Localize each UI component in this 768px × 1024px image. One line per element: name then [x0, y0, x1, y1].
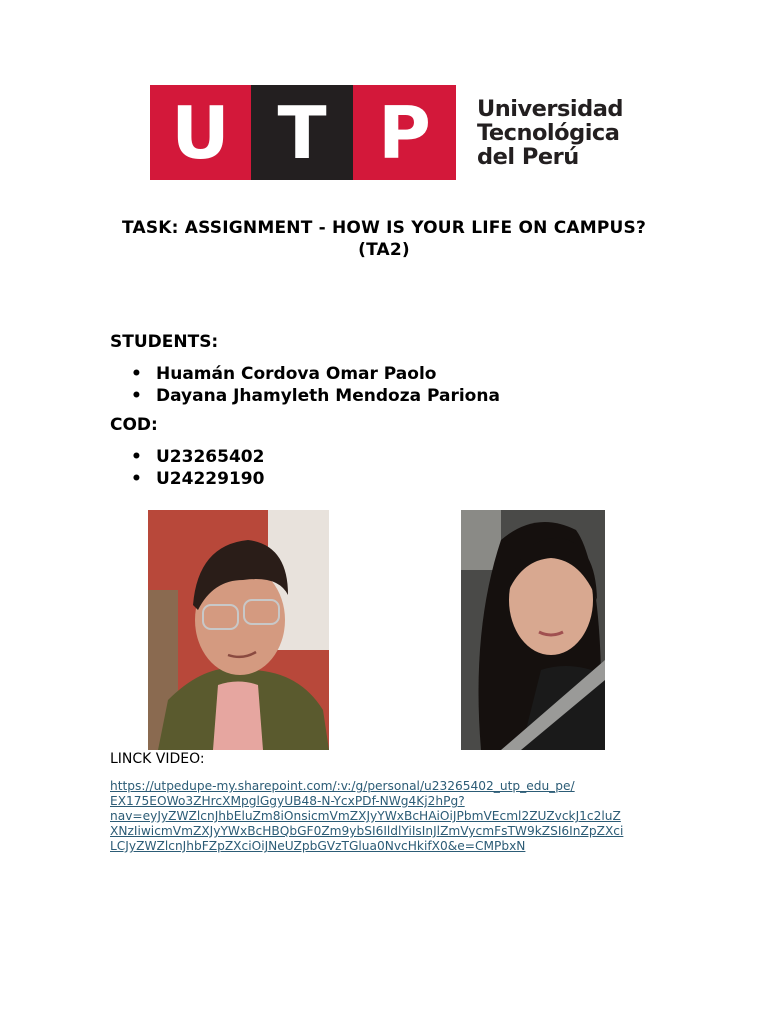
student-photo-2	[461, 510, 605, 750]
logo-letter-t: T	[251, 85, 353, 180]
video-link-line[interactable]: XNzIiwicmVmZXJyYWxBcHBQbGF0Zm9ybSI6IldlYiIsInJlZmVycmFsTW9kZSI6InZpZXci	[110, 824, 624, 838]
list-item: • Huamán Cordova Omar Paolo	[110, 363, 500, 385]
university-name-line: Tecnológica	[477, 120, 620, 146]
list-item: • U24229190	[110, 468, 264, 490]
video-link-label: LINCK VIDEO:	[110, 751, 205, 767]
title-line: TASK: ASSIGNMENT - HOW IS YOUR LIFE ON CAMPUS?	[121, 218, 647, 238]
document-title	[80, 217, 688, 261]
logo-letter-p: P	[353, 85, 456, 180]
list-item: • U23265402	[110, 446, 264, 468]
cod-heading: COD:	[110, 415, 158, 435]
title-line: (TA2)	[358, 240, 410, 260]
portrait-illustration	[148, 510, 329, 750]
list-item: • Dayana Jhamyleth Mendoza Pariona	[110, 385, 500, 407]
students-list	[110, 363, 500, 407]
video-link-line[interactable]: nav=eyJyZWZlcnJhbEluZm8iOnsicmVmZXJyYWxBcHAiOiJPbmVEcml2ZUZvckJ1c2luZ	[110, 809, 621, 823]
logo-letter-u: U	[150, 85, 251, 180]
university-name	[477, 97, 623, 169]
video-link-line[interactable]: LCJyZWZlcnJhbFZpZXciOiJNeUZpbGVzTGlua0NvcHkifX0&e=CMPbxN	[110, 839, 526, 853]
utp-logo-blocks	[150, 85, 456, 180]
student-photo-1	[148, 510, 329, 750]
university-name-line: Universidad	[477, 96, 624, 122]
students-heading: STUDENTS:	[110, 332, 219, 352]
university-name-line: del Perú	[477, 144, 579, 170]
video-link[interactable]	[110, 779, 670, 854]
codes-list	[110, 446, 264, 490]
video-link-line[interactable]: https://utpedupe-my.sharepoint.com/:v:/g/personal/u23265402_utp_edu_pe/	[110, 779, 575, 793]
video-link-line[interactable]: EX175EOWo3ZHrcXMpglGgyUB48-N-YcxPDf-NWg4Kj2hPg?	[110, 794, 465, 808]
portrait-illustration	[461, 510, 605, 750]
utp-logo	[150, 85, 624, 181]
